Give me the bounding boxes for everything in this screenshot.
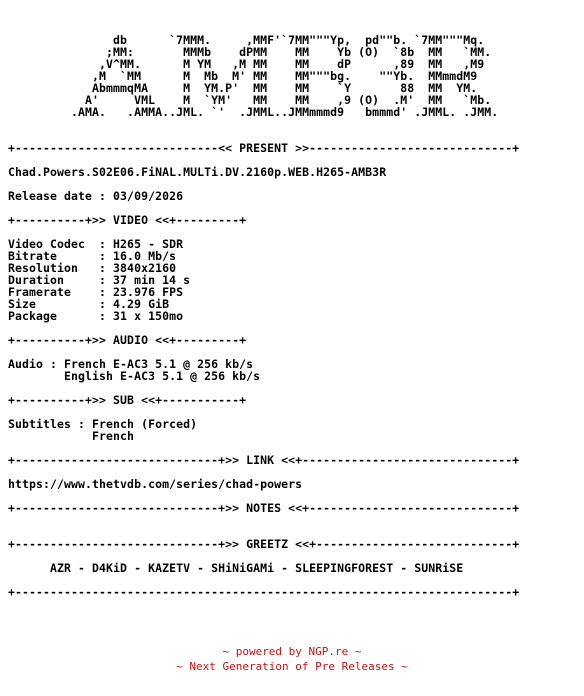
nfo-line: ;MM: MMMb dPMM MM Yb (O) `8b MM `MM. [8,45,492,59]
nfo-line: A' VML M `YM' MM MM ,9 (O) .M' MM `Mb. [8,93,492,107]
nfo-line: Audio : French E-AC3 5.1 @ 256 kb/s [8,357,254,371]
nfo-line: AbmmmqMA M YM.P' MM MM `Y 88 MM YM. [8,81,478,95]
nfo-line: Size : 4.29 GiB [8,297,170,311]
footer [0,644,584,674]
nfo-line: https://www.thetvdb.com/series/chad-powers [8,477,303,491]
section-divider: +-----------------------------+>> GREETZ <<+----------------------------+ [8,537,520,551]
section-divider: +-----------------------------+>> LINK <<+------------------------------+ [8,453,520,467]
section-divider: +-----------------------------<< PRESENT >>-----------------------------+ [8,141,520,155]
nfo-line: ,V^MM. M YM ,M MM MM dP ,89 MM ,M9 [8,57,485,71]
nfo-line: ,M `MM M Mb M' MM MM"""bg. ""Yb. MMmmdM9 [8,69,478,83]
nfo-text-block [8,34,519,598]
nfo-line: Bitrate : 16.0 Mb/s [8,249,177,263]
section-divider: +-----------------------------------------------------------------------+ [8,585,520,599]
section-divider: +----------+>> SUB <<+-----------+ [8,393,247,407]
nfo-line: Subtitles : French (Forced) [8,417,198,431]
nfo-line: French [8,429,135,443]
nfo-line: Video Codec : H265 - SDR [8,237,184,251]
nfo-line: .AMA. .AMMA..JML. `' .JMML..JMMmmmd9 bmmmd' .JMML. .JMM. [8,105,499,119]
section-divider: +----------+>> VIDEO <<+---------+ [8,213,247,227]
nfo-line: Package : 31 x 150mo [8,309,184,323]
section-divider: +----------+>> AUDIO <<+---------+ [8,333,247,347]
nfo-line: db `7MMM. ,MMF'`7MM"""Yp, pd""b. `7MM"""Mq. [8,33,485,47]
nfo-line: Framerate : 23.976 FPS [8,285,184,299]
footer-powered-by: ~ powered by NGP.re ~ [222,645,362,658]
nfo-line: Resolution : 3840x2160 [8,261,177,275]
nfo-line: Chad.Powers.S02E06.FiNAL.MULTi.DV.2160p.WEB.H265-AMB3R [8,165,387,179]
section-divider: +-----------------------------+>> NOTES <<+-----------------------------+ [8,501,520,515]
nfo-line: English E-AC3 5.1 @ 256 kb/s [8,369,261,383]
nfo-line: Duration : 37 min 14 s [8,273,191,287]
nfo-line: AZR - D4KiD - KAZETV - SHiNiGAMi - SLEEPINGFOREST - SUNRiSE [8,561,464,575]
footer-tagline: ~ Next Generation of Pre Releases ~ [176,660,408,673]
nfo-line: Release date : 03/09/2026 [8,189,184,203]
